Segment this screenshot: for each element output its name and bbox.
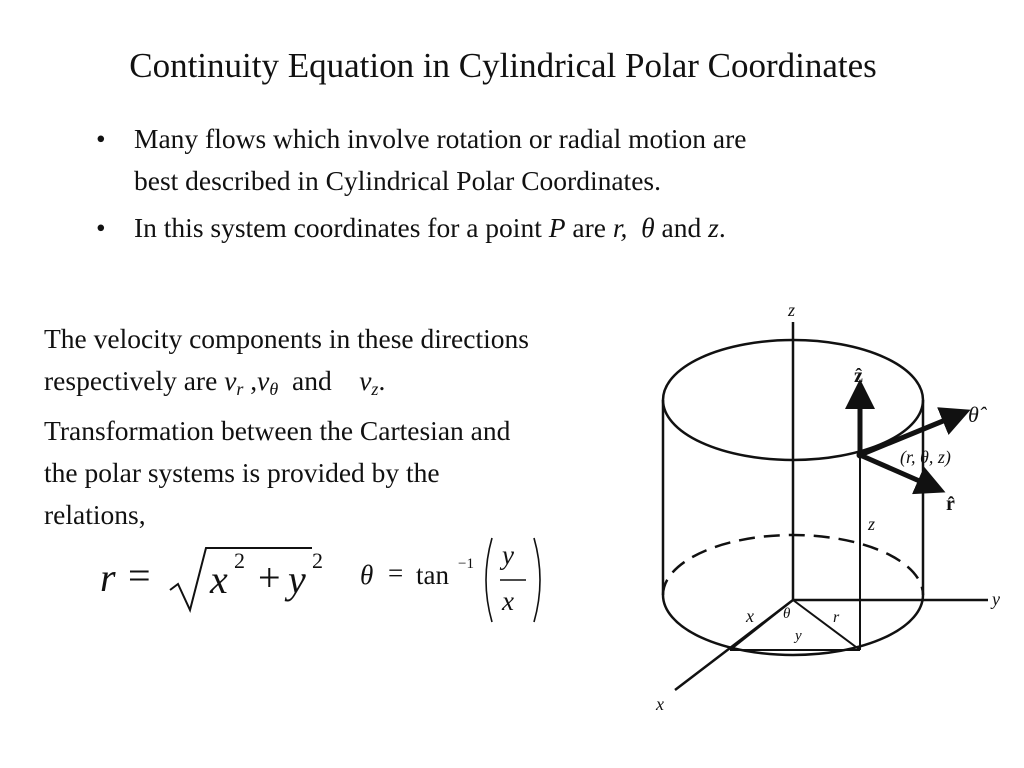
eq-equals: = — [128, 553, 151, 598]
eq-plus: + — [258, 555, 281, 600]
base-label-y: y — [795, 628, 802, 644]
paragraph-line: The velocity components in these directions — [44, 323, 529, 354]
eq-exponent: 2 — [234, 548, 245, 573]
base-label-r: r — [833, 609, 840, 626]
bullet-item — [96, 118, 926, 202]
unit-label-r-hat: r̂ — [946, 493, 955, 515]
paragraph-line: the polar systems is provided by the — [44, 457, 440, 488]
bullet-text: In this system coordinates for a point — [134, 212, 549, 243]
paragraph-line: Transformation between the Cartesian and — [44, 415, 511, 446]
velocity-paragraph — [44, 318, 664, 536]
eq-numerator: y — [502, 540, 514, 570]
height-label-z: z — [868, 514, 876, 534]
unit-label-theta-hat: θ̂ — [968, 402, 979, 427]
equation-theta — [360, 532, 550, 632]
subscript-z: z — [371, 379, 379, 399]
eq-tan: tan — [416, 560, 449, 590]
bullet-item — [96, 207, 926, 249]
equation-r — [100, 538, 330, 618]
eq-inverse: −1 — [458, 556, 474, 572]
variable-p: P — [548, 212, 566, 243]
cylinder-diagram — [650, 300, 1020, 730]
paragraph-line — [44, 360, 664, 410]
eq-x: x — [210, 557, 228, 602]
base-label-theta: θ — [783, 606, 791, 622]
velocity-symbol: v — [224, 365, 237, 396]
bullet-text: are — [565, 212, 613, 243]
eq-y: y — [288, 557, 306, 602]
axis-label-y: y — [992, 589, 1000, 609]
separator: , — [243, 365, 258, 396]
and-text: and — [278, 365, 346, 396]
cylinder-bottom-front — [663, 595, 923, 655]
bullet-text-line: Many flows which involve rotation or radial motion are — [134, 123, 747, 154]
eq-theta: θ — [360, 560, 374, 590]
subscript-r: r — [236, 379, 244, 399]
eq-equals: = — [388, 558, 404, 588]
variable-theta: θ — [641, 212, 655, 243]
velocity-symbol: v — [359, 365, 372, 396]
unit-label-z-hat: ẑ — [854, 365, 863, 387]
bullet-text: . — [718, 212, 726, 243]
bullet-text: and — [654, 212, 709, 243]
variable-z: z — [708, 212, 719, 243]
page-title: Continuity Equation in Cylindrical Polar Coordinates — [129, 46, 877, 85]
period: . — [378, 365, 386, 396]
eq-exponent: 2 — [312, 548, 323, 573]
bullet-list — [96, 118, 926, 254]
eq-r-symbol: r — [100, 555, 116, 600]
axis-label-x: x — [656, 694, 664, 714]
point-label: (r, θ, z) — [900, 447, 951, 467]
base-r-line — [793, 600, 860, 650]
subscript-theta: θ — [269, 379, 279, 399]
variable-r: r, — [612, 212, 628, 243]
axis-label-z: z — [788, 300, 796, 320]
bullet-text-line: best described in Cylindrical Polar Coordinates. — [134, 165, 661, 196]
paragraph-text: respectively are — [44, 365, 225, 396]
paragraph-line: relations, — [44, 499, 146, 530]
velocity-symbol: v — [257, 365, 270, 396]
eq-denominator: x — [502, 586, 514, 616]
base-label-x: x — [746, 606, 754, 626]
